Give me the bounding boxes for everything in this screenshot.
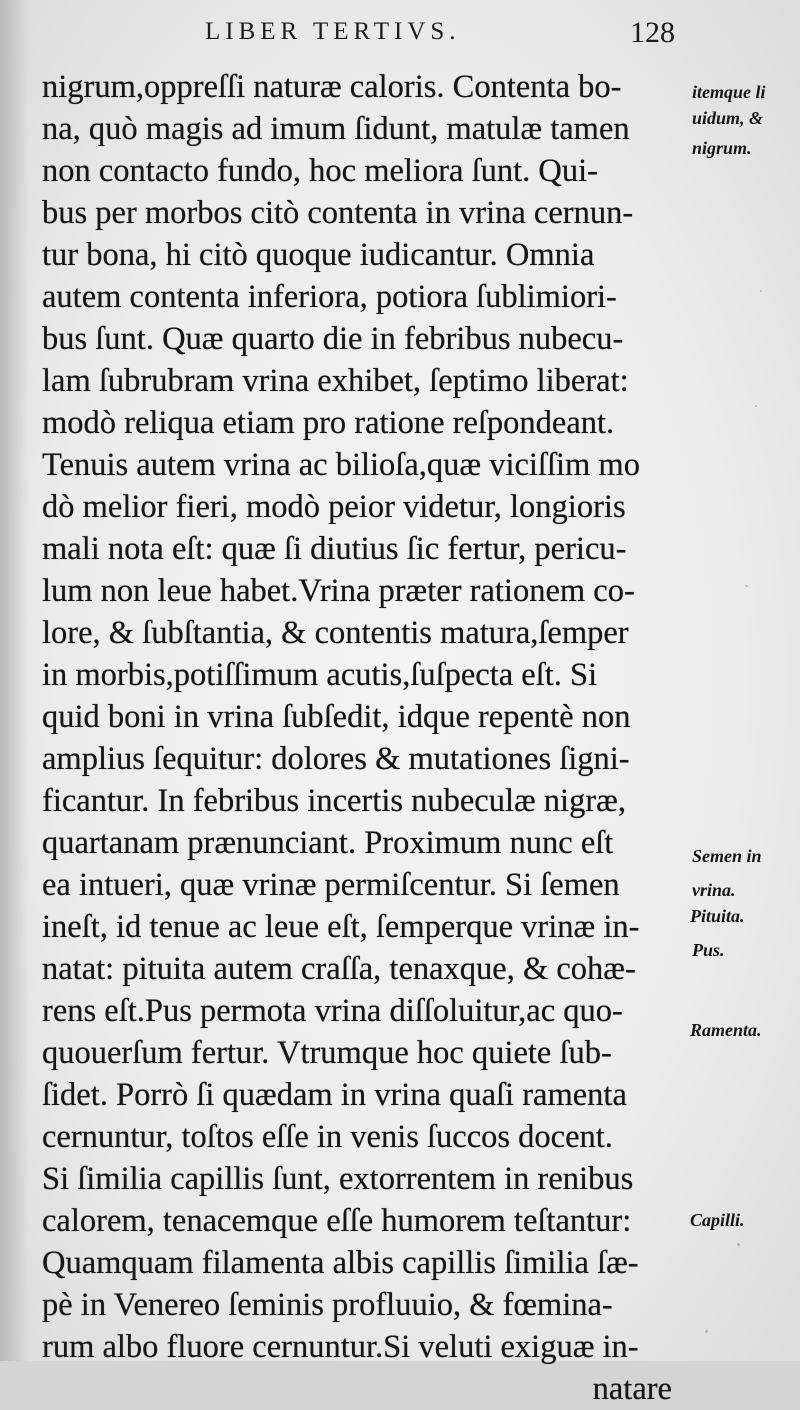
text-line: ea intueri, quæ vrinæ permiſcentur. Si ſemen <box>42 867 620 903</box>
page-number: 128 <box>630 16 675 49</box>
marginal-note: Pituita. <box>690 906 745 926</box>
marginal-note: uidum, & <box>692 108 764 128</box>
ink-speck <box>745 585 748 587</box>
text-line: lum non leue habet.Vrina præter rationem co- <box>42 573 635 609</box>
marginal-note: Capilli. <box>690 1210 745 1230</box>
running-title: LIBER TERTIVS. <box>205 18 461 45</box>
text-line: autem contenta inferiora, potiora ſublimiori- <box>42 279 617 315</box>
text-line: na, quò magis ad imum ſidunt, matulæ tamen <box>42 111 630 147</box>
page-gutter-shadow <box>0 0 30 1361</box>
text-line: rens eſt.Pus permota vrina diſſoluitur,ac quo- <box>42 993 623 1029</box>
text-line: tur bona, hi citò quoque iudicantur. Omnia <box>42 237 595 273</box>
marginal-note: vrina. <box>692 880 736 900</box>
text-line: cernuntur, toſtos eſſe in venis ſuccos docent. <box>42 1119 613 1155</box>
text-line: quartanam prænunciant. Proximum nunc eſt <box>42 825 614 861</box>
ink-speck <box>705 1330 708 1333</box>
text-line: bus ſunt. Quæ quarto die in febribus nubecu- <box>42 321 624 357</box>
text-line: quouerſum fertur. Vtrumque hoc quiete ſub- <box>42 1035 612 1071</box>
text-line: pè in Venereo ſeminis profluuio, & fœmina- <box>42 1287 613 1323</box>
text-line: mali nota eſt: quæ ſi diutius ſic fertur, pericu- <box>42 531 627 567</box>
marginal-note: itemque li <box>692 82 766 102</box>
ink-speck <box>755 405 757 407</box>
ink-speck <box>737 1243 740 1246</box>
text-line: Si ſimilia capillis ſunt, extorrentem in renibus <box>42 1161 634 1197</box>
text-line: nigrum,oppreſſi naturæ caloris. Contenta bo- <box>42 69 622 105</box>
body-text <box>42 66 682 1410</box>
text-line: natat: pituita autem craſſa, tenaxque, & cohæ- <box>42 951 636 987</box>
marginal-note: nigrum. <box>692 138 752 158</box>
text-line: Quamquam filamenta albis capillis ſimilia ſæ- <box>42 1245 639 1281</box>
text-line: quid boni in vrina ſubſedit, idque repentè non <box>42 699 631 735</box>
text-line: ficantur. In febribus incertis nubeculæ nigræ, <box>42 783 626 819</box>
text-line: modò reliqua etiam pro ratione reſpondeant. <box>42 405 615 441</box>
ink-speck <box>760 290 762 292</box>
running-head <box>205 14 675 50</box>
text-line: calorem, tenacemque eſſe humorem teſtantur: <box>42 1203 632 1239</box>
text-line: lore, & ſubſtantia, & contentis matura,ſemper <box>42 615 629 651</box>
text-line: ſidet. Porrò ſi quædam in vrina quaſi ramenta <box>42 1077 627 1113</box>
text-line: lam ſubrubram vrina exhibet, ſeptimo liberat: <box>42 363 629 399</box>
text-line: dò melior fieri, modò peior videtur, longioris <box>42 489 626 525</box>
marginal-note: Semen in <box>692 846 762 866</box>
text-line: Tenuis autem vrina ac bilioſa,quæ viciſſim mo <box>42 447 640 483</box>
text-line: rum albo fluore cernuntur.Si veluti exiguæ in- <box>42 1329 639 1365</box>
text-line: in morbis,potiſſimum acutis,ſuſpecta eſt. Si <box>42 657 598 693</box>
text-line: amplius ſequitur: dolores & mutationes ſigni- <box>42 741 630 777</box>
catchword: natare <box>592 1371 672 1407</box>
marginal-note: Ramenta. <box>690 1020 762 1040</box>
marginal-note: Pus. <box>692 940 725 960</box>
text-line: non contacto fundo, hoc meliora ſunt. Qui- <box>42 153 598 189</box>
text-line: ineſt, id tenue ac leue eſt, ſemperque vrinæ in- <box>42 909 640 945</box>
text-line: bus per morbos citò contenta in vrina cernun- <box>42 195 634 231</box>
